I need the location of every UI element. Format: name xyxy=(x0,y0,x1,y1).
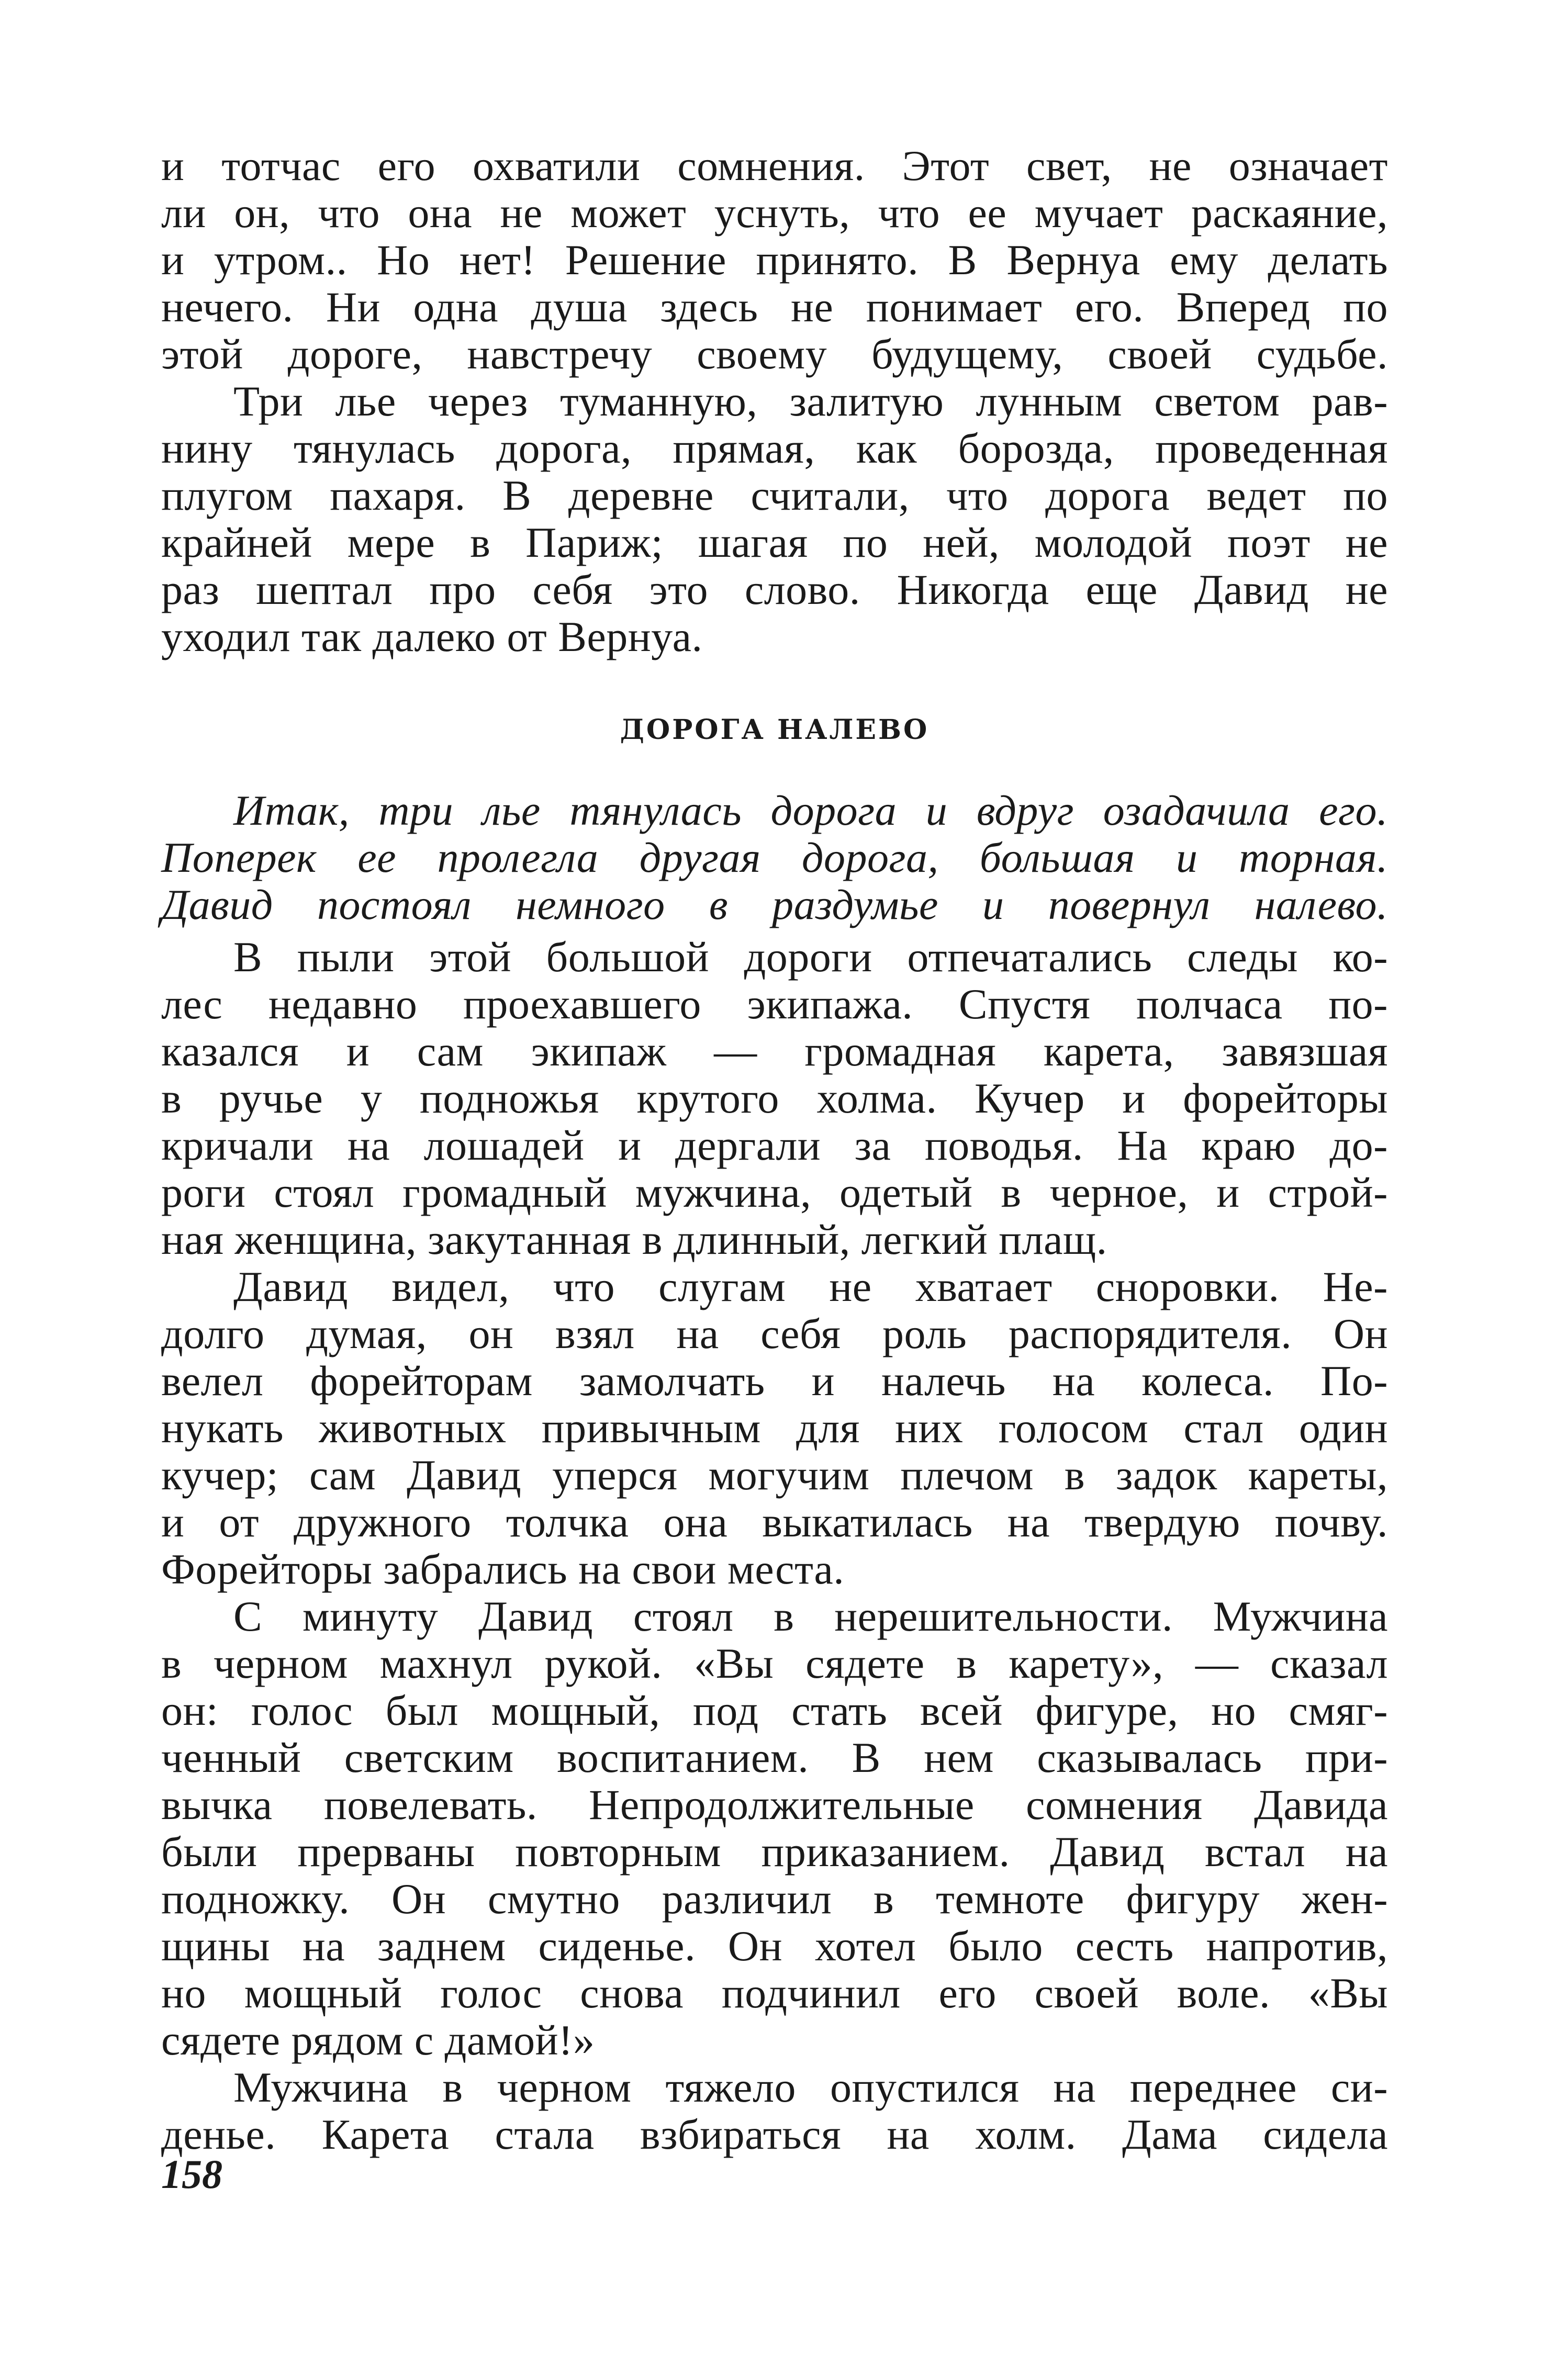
section-heading: ДОРОГА НАЛЕВО xyxy=(620,714,930,746)
text-line: Поперек ее пролегла другая дорога, большая и торная. xyxy=(161,834,1388,881)
text-line: вычка повелевать. Непродолжительные сомнения Давида xyxy=(161,1781,1388,1828)
paragraph-5 xyxy=(161,1593,1388,2064)
text-line: но мощный голос снова подчинил его своей воле. «Вы xyxy=(161,1969,1388,2017)
text-line: и тотчас его охватили сомнения. Этот свет, не означает xyxy=(161,142,1388,189)
text-line: Три лье через туманную, залитую лунным светом рав- xyxy=(233,377,1388,425)
text-line: он: голос был мощный, под стать всей фигуре, но смяг- xyxy=(161,1687,1388,1734)
text-line: кричали на лошадей и дергали за поводья. На краю до- xyxy=(161,1121,1388,1169)
text-line: крайней мере в Париж; шагая по ней, молодой поэт не xyxy=(161,519,1388,566)
text-line: ли он, что она не может уснуть, что ее мучает раскаяние, xyxy=(161,189,1388,237)
page-number: 158 xyxy=(161,2151,222,2197)
paragraph-4 xyxy=(161,1263,1388,1593)
text-line: денье. Карета стала взбираться на холм. Дама сидела xyxy=(161,2110,1388,2158)
text-line: были прерваны повторным приказанием. Давид встал на xyxy=(161,1828,1388,1876)
text-line: раз шептал про себя это слово. Никогда еще Давид не xyxy=(161,566,1388,613)
text-line: роги стоял громадный мужчина, одетый в черное, и строй- xyxy=(161,1169,1388,1216)
text-line: и утром.. Но нет! Решение принято. В Вернуа ему делать xyxy=(161,236,1388,284)
italic-intro xyxy=(161,787,1388,928)
text-line: кучер; сам Давид уперся могучим плечом в задок кареты, xyxy=(161,1451,1388,1499)
text-line: лес недавно проехавшего экипажа. Спустя полчаса по- xyxy=(161,980,1388,1028)
text-line: щины на заднем сиденье. Он хотел было сесть напротив, xyxy=(161,1922,1388,1970)
text-line: В пыли этой большой дороги отпечатались следы ко- xyxy=(233,933,1388,981)
text-line: Форейторы забрались на свои места. xyxy=(161,1545,845,1593)
text-line: в ручье у подножья крутого холма. Кучер и форейторы xyxy=(161,1074,1388,1122)
text-line: ная женщина, закутанная в длинный, легкий плащ. xyxy=(161,1216,1107,1263)
text-line: долго думая, он взял на себя роль распорядителя. Он xyxy=(161,1310,1388,1357)
text-line: нукать животных привычным для них голосом стал один xyxy=(161,1404,1388,1452)
text-line: Итак, три лье тянулась дорога и вдруг озадачила его. xyxy=(233,787,1388,834)
paragraph-3 xyxy=(161,934,1388,1263)
text-line: подножку. Он смутно различил в темноте фигуру жен- xyxy=(161,1875,1388,1923)
text-line: Давид постоял немного в раздумье и повернул налево. xyxy=(161,881,1388,928)
paragraph-1 xyxy=(161,142,1388,378)
text-line: в черном махнул рукой. «Вы сядете в карету», — сказал xyxy=(161,1640,1388,1687)
text-line: ченный светским воспитанием. В нем сказывалась при- xyxy=(161,1734,1388,1781)
text-line: этой дороге, навстречу своему будущему, своей судьбе. xyxy=(161,330,1388,378)
text-line: нечего. Ни одна душа здесь не понимает его. Вперед по xyxy=(161,283,1388,331)
text-line: Мужчина в черном тяжело опустился на переднее си- xyxy=(233,2063,1388,2111)
paragraph-2 xyxy=(161,378,1388,660)
paragraph-6 xyxy=(161,2064,1388,2158)
text-line: нину тянулась дорога, прямая, как борозда, проведенная xyxy=(161,424,1388,472)
text-line: С минуту Давид стоял в нерешительности. Мужчина xyxy=(233,1592,1388,1640)
text-line: велел форейторам замолчать и налечь на колеса. По- xyxy=(161,1357,1388,1405)
text-line: казался и сам экипаж — громадная карета, завязшая xyxy=(161,1027,1388,1075)
text-line: и от дружного толчка она выкатилась на твердую почву. xyxy=(161,1498,1388,1546)
text-line: уходил так далеко от Вернуа. xyxy=(161,613,703,660)
text-line: Давид видел, что слугам не хватает сноровки. Не- xyxy=(233,1263,1388,1310)
text-line: плугом пахаря. В деревне считали, что дорога ведет по xyxy=(161,471,1388,519)
text-line: сядете рядом с дамой!» xyxy=(161,2016,595,2064)
